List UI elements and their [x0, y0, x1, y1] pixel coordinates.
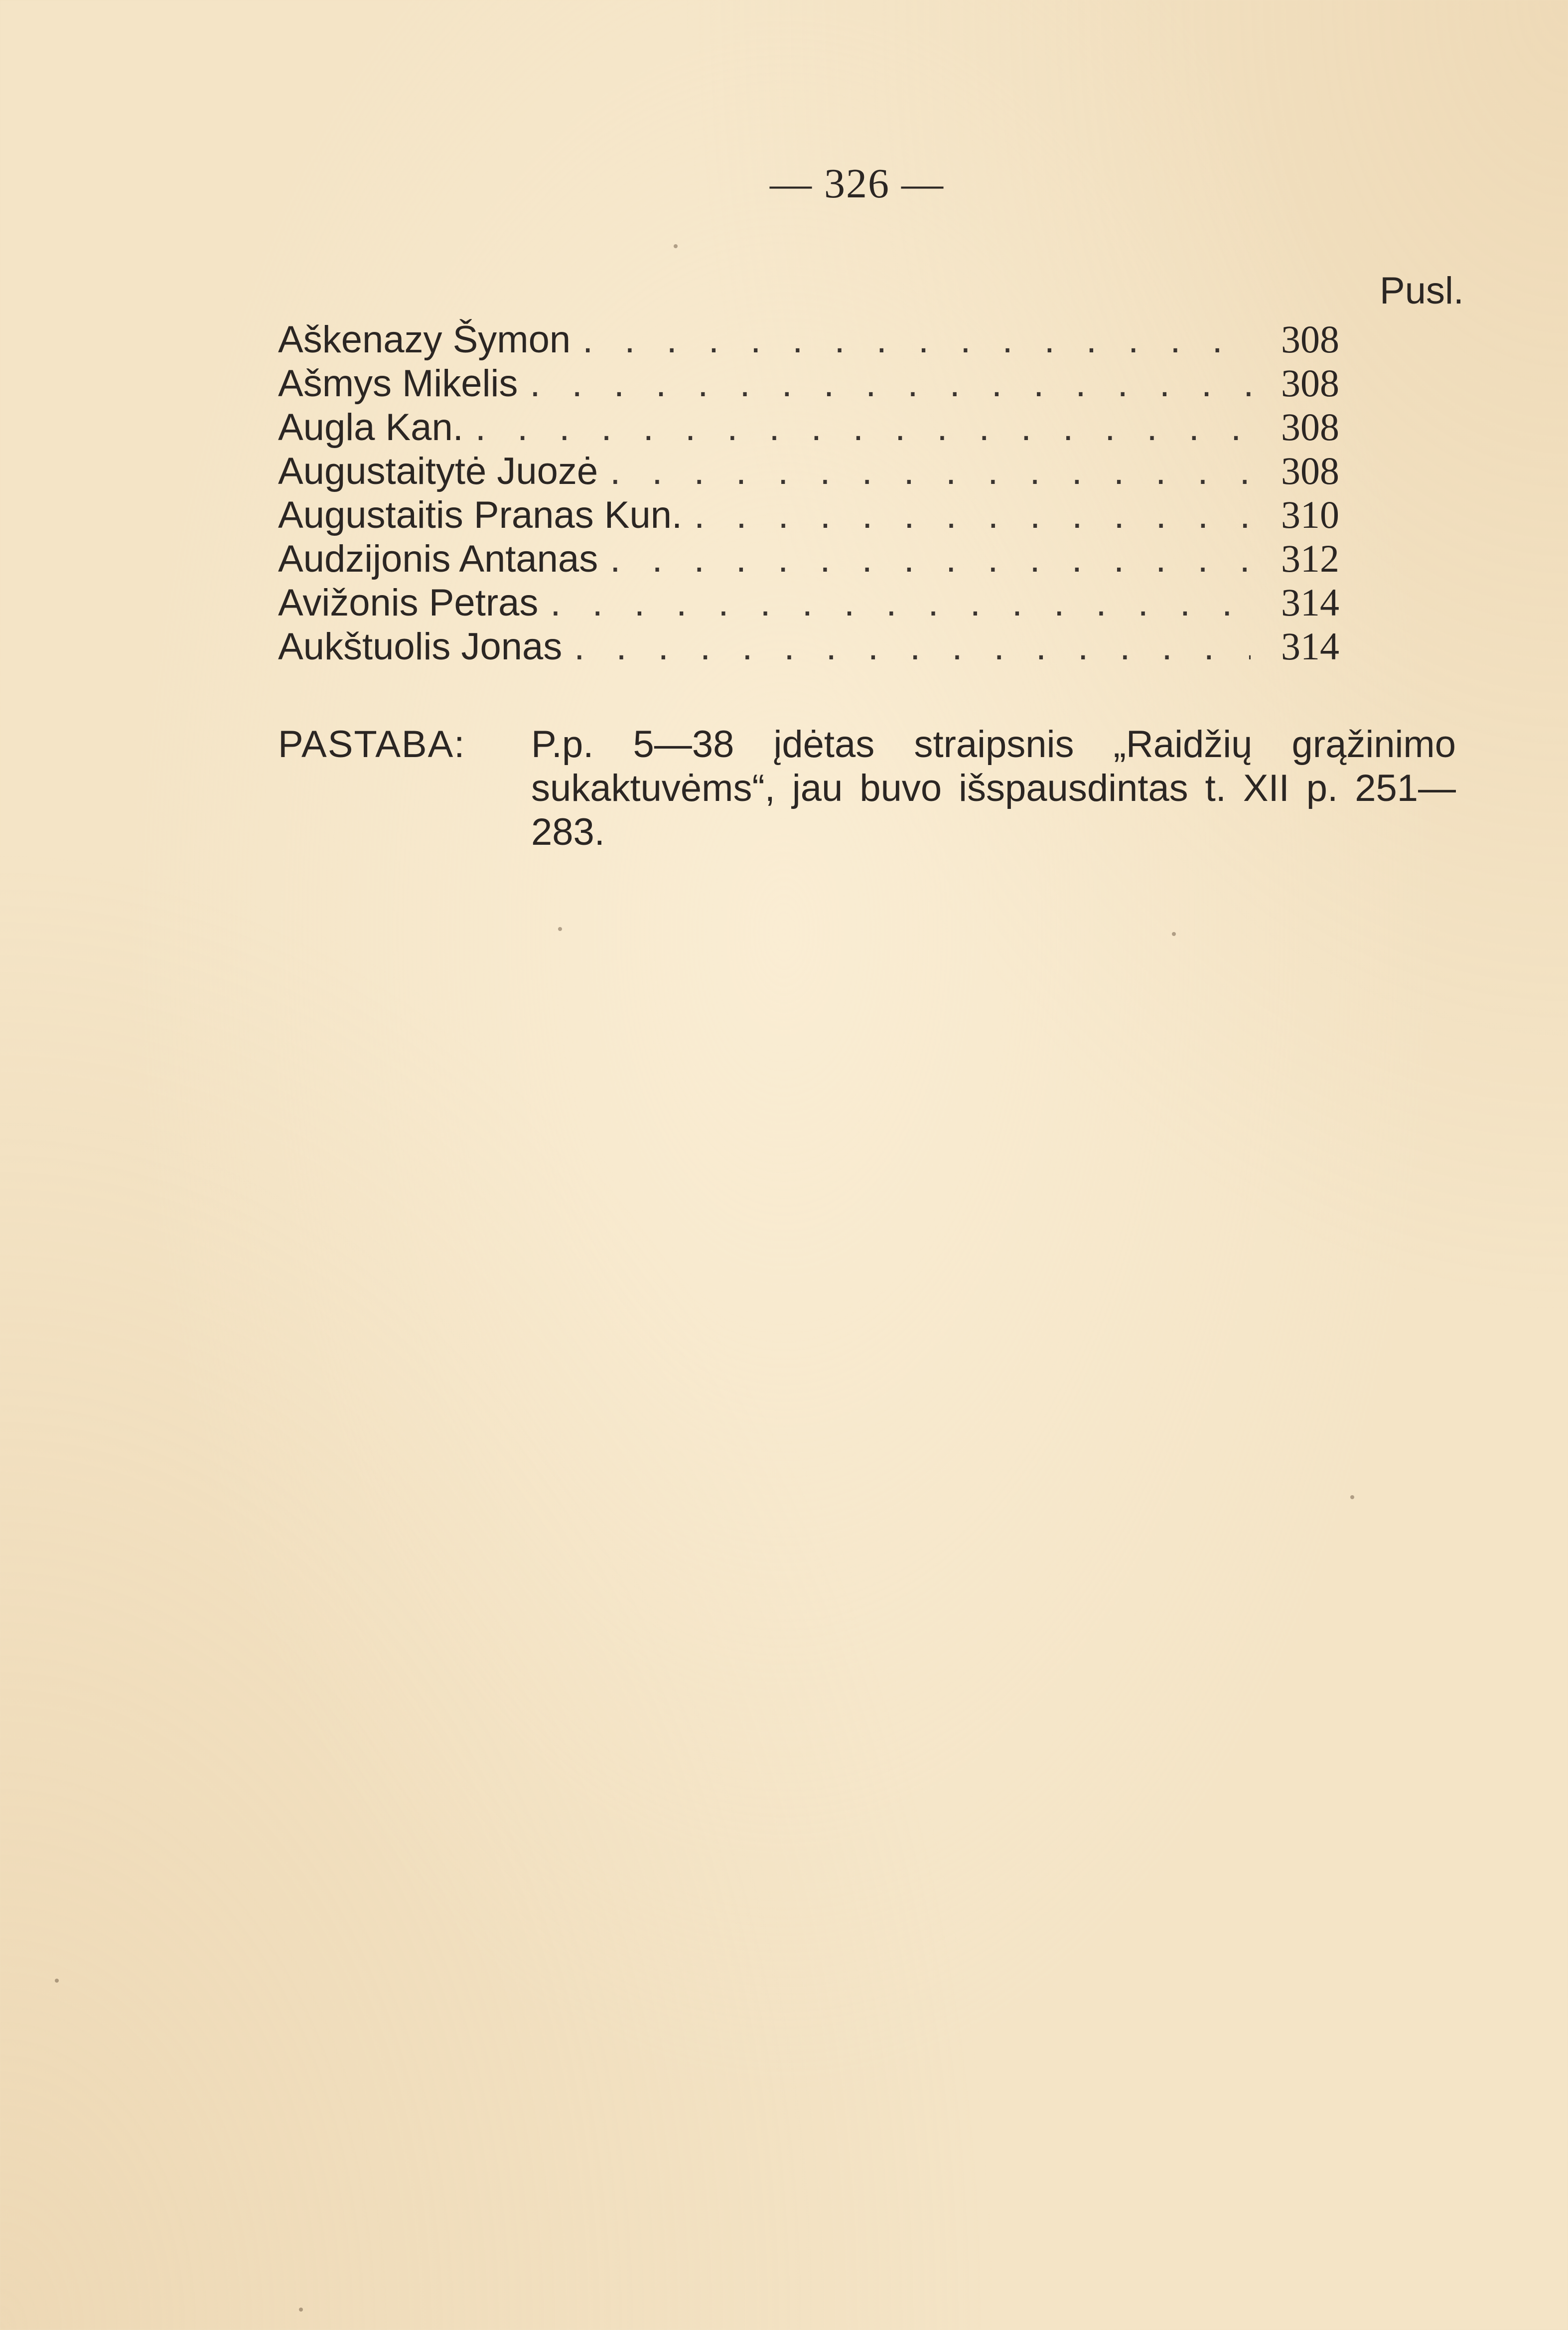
entry-name: Augustaitis Pranas Kun.: [278, 494, 683, 536]
index-entry: [278, 536, 1339, 580]
index-entry: [278, 361, 1339, 405]
entry-name: Ašmys Mikelis: [278, 362, 518, 405]
index-entry: [278, 580, 1339, 624]
dot-leader: [582, 318, 1251, 361]
paper-speck: [1350, 1495, 1354, 1499]
entry-page-number: 308: [1281, 449, 1339, 492]
index-entry: [278, 317, 1339, 361]
index-entry: [278, 624, 1339, 668]
dot-leader: [610, 450, 1251, 493]
entry-page-number: 308: [1281, 361, 1339, 405]
entry-name: Augla Kan.: [278, 406, 463, 449]
paper-speck: [674, 244, 678, 248]
entry-page-number: 310: [1281, 493, 1339, 536]
entry-page-number: 308: [1281, 317, 1339, 361]
note-label: PASTABA:: [278, 723, 466, 766]
paper-speck: [55, 1979, 59, 1983]
dot-leader: [694, 493, 1251, 537]
entry-page-number: 314: [1281, 581, 1339, 624]
paper-speck: [558, 927, 562, 931]
index-entry: [278, 449, 1339, 492]
page-number: — 326 —: [770, 160, 944, 207]
entry-name: Avižonis Petras: [278, 582, 539, 624]
index-entry: [278, 492, 1339, 536]
index-entry: [278, 405, 1339, 449]
entry-name: Audzijonis Antanas: [278, 538, 598, 580]
paper-speck: [299, 2308, 303, 2312]
dot-leader: [550, 581, 1251, 624]
index-entries: [278, 317, 1339, 668]
dot-leader: [574, 625, 1251, 668]
note-text: P.p. 5—38 įdėtas straipsnis „Raidžių grąžinimo sukaktuvėms“, jau buvo išspausdintas t. XII p. 251—283.: [531, 723, 1456, 853]
entry-name: Augustaitytė Juozė: [278, 450, 598, 492]
dot-leader: [475, 406, 1251, 449]
entry-page-number: 314: [1281, 624, 1339, 668]
entry-name: Aškenazy Šymon: [278, 318, 571, 361]
entry-name: Aukštuolis Jonas: [278, 625, 563, 668]
dot-leader: [530, 362, 1251, 405]
entry-page-number: 312: [1281, 537, 1339, 580]
page-column-header: Pusl.: [1380, 270, 1464, 312]
dot-leader: [610, 537, 1251, 581]
paper-speck: [1172, 932, 1176, 936]
entry-page-number: 308: [1281, 405, 1339, 449]
